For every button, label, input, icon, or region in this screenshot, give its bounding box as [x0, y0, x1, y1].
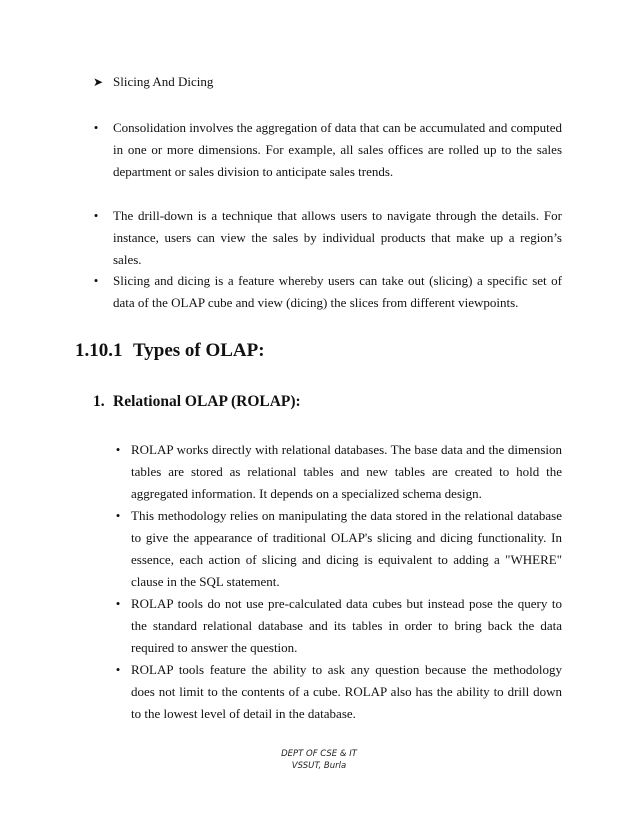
- subsection-heading: [93, 391, 301, 413]
- rolap-bullet-paragraph-4: ROLAP tools feature the ability to ask any question because the methodology does not limit to the contents of a cube. ROLAP also has the ability to drill down to the lowest level of detail in the database.: [131, 662, 562, 721]
- rolap-bullet-paragraph-3: ROLAP tools do not use pre-calculated data cubes but instead pose the query to the standard relational database and its tables in order to bring back the data required to answer the question.: [131, 596, 562, 655]
- round-bullet-icon: •: [93, 208, 99, 223]
- rolap-bullet-paragraph-1: ROLAP works directly with relational databases. The base data and the dimension tables are stored as relational tables and new tables are created to hold the aggregated information. It depends on a specialized schema design.: [131, 442, 562, 501]
- section-title: Types of OLAP:: [133, 340, 265, 361]
- round-bullet-icon: •: [115, 442, 121, 457]
- round-bullet-icon: •: [115, 662, 121, 677]
- bullet-paragraph-slicing-dicing: Slicing and dicing is a feature whereby users can take out (slicing) a specific set of data of the OLAP cube and view (dicing) the slices from different viewpoints.: [113, 273, 562, 310]
- arrow-item-text: Slicing And Dicing: [113, 74, 214, 89]
- footer-department: DEPT OF CSE & IT: [281, 749, 357, 759]
- round-bullet-icon: •: [93, 120, 99, 135]
- round-bullet-icon: •: [93, 273, 99, 288]
- section-heading: [75, 338, 265, 364]
- subsection-number: 1.: [93, 393, 105, 410]
- bullet-paragraph-consolidation: Consolidation involves the aggregation of data that can be accumulated and computed in one or more dimensions. For example, all sales offices are rolled up to the sales department or sales division to anticipate sales trends.: [113, 120, 562, 179]
- subsection-title: Relational OLAP (ROLAP):: [113, 393, 301, 410]
- footer-institution: VSSUT, Burla: [291, 761, 347, 771]
- bullet-paragraph-drill-down: The drill-down is a technique that allows users to navigate through the details. For instance, users can view the sales by individual products that make up a region’s sales.: [113, 208, 562, 267]
- rolap-bullet-paragraph-2: This methodology relies on manipulating the data stored in the relational database to give the appearance of traditional OLAP's slicing and dicing functionality. In essence, each action of slicing and dicing is equivalent to adding a "WHERE" clause in the SQL statement.: [131, 508, 562, 589]
- round-bullet-icon: •: [115, 508, 121, 523]
- section-number: 1.10.1: [75, 340, 123, 361]
- round-bullet-icon: •: [115, 596, 121, 611]
- arrow-bullet-icon: ➤: [93, 75, 104, 89]
